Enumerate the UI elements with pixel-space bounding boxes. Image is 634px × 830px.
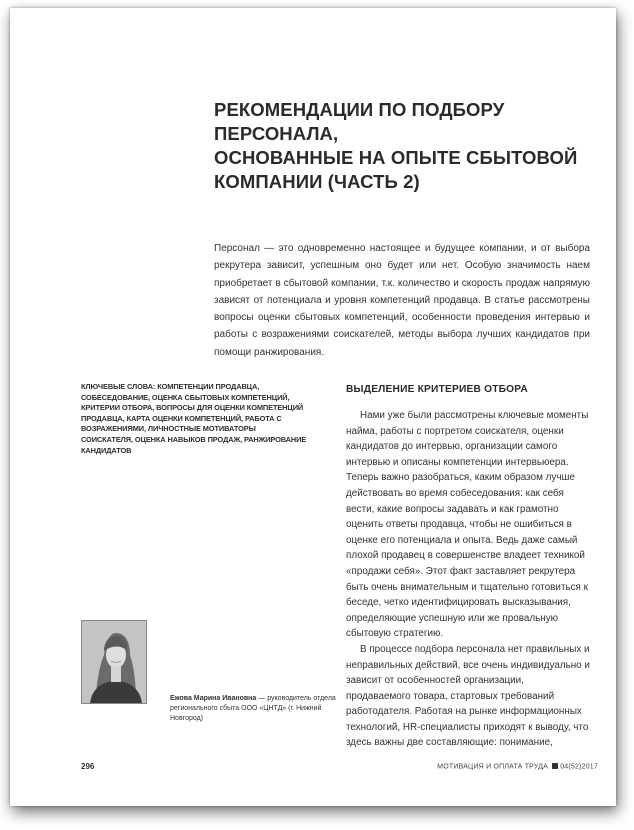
- article-abstract: Персонал — это одновременно настоящее и будущее компании, и от выбора рекрутера зависит, успешным оно будет или нет. Особую значимость наем приобретает в сбытовой компании, т.к. количество и скорость продаж напрямую зависят от потенциала и уровня компетенций продавца. В статье рассмотрены вопросы оценки сбытовых компетенций, особенности проведения интервью и работы с возражениями соискателей, методы выбора лучших кандидатов при помощи ранжирования.: [214, 243, 590, 358]
- article-title: [214, 98, 604, 194]
- title-line: КОМПАНИИ (ЧАСТЬ 2): [214, 171, 420, 192]
- section-heading: ВЫДЕЛЕНИЕ КРИТЕРИЕВ ОТБОРА: [346, 384, 528, 395]
- author-photo: [81, 620, 147, 704]
- author-name: Ежова Марина Ивановна: [170, 695, 257, 702]
- journal-name: МОТИВАЦИЯ И ОПЛАТА ТРУДА: [437, 763, 549, 771]
- keywords-label: КЛЮЧЕВЫЕ СЛОВА:: [81, 382, 156, 391]
- author-role: — руководитель отдела регионального сбыта ООО «ЦНТД» (г. Нижний Новгород): [170, 695, 336, 722]
- issue-number: 04(52)2017: [560, 763, 598, 771]
- paragraph: Нами уже были рассмотрены ключевые моменты найма, работы с портретом соискателя, оценки кандидатов до интервью, организации самого интервью и описаны компетенции интервьюера. Теперь важно разобраться, каким образом лучше действовать во время собеседования: как себя вести, какие вопросы задавать и как грамотно оценить ответы продавца, чтобы не ошибиться в оценке его потенциала и опыта. Ведь даже самый плохой продавец в совершенстве владеет техникой «продажи себя». Этот факт заставляет рекрутера быть очень внимательным и тщательно готовиться к беседе, четко идентифицировать высказывания, определяющие успешную или же провальную сбытовую стратегию.: [346, 410, 589, 640]
- paragraph: В процессе подбора персонала нет правильных и неправильных действий, все очень индивидуально и зависит от особенностей организации, продаваемого товара, стартовых требований работодателя. Работая на рынке информационных технологий, HR-специалисты приходят к выводу, что здесь важны две составляющие: понимание,: [346, 643, 590, 749]
- keywords-block: [81, 382, 309, 456]
- journal-footer: [437, 763, 598, 771]
- title-line: РЕКОМЕНДАЦИИ ПО ПОДБОРУ ПЕРСОНАЛА,: [214, 99, 505, 144]
- keywords-list: КОМПЕТЕНЦИИ ПРОДАВЦА, СОБЕСЕДОВАНИЕ, ОЦЕНКА СБЫТОВЫХ КОМПЕТЕНЦИЙ, КРИТЕРИИ ОТБОРА, ВОПРОСЫ ДЛЯ ОЦЕНКИ КОМПЕТЕНЦИЙ ПРОДАВЦА, КАРТА ОЦЕНКИ КОМПЕТЕНЦИЙ, РАБОТА С ВОЗРАЖЕНИЯМИ, ЛИЧНОСТНЫЕ МОТИВАТОРЫ СОИСКАТЕЛЯ, ОЦЕНКА НАВЫКОВ ПРОДАЖ, РАНЖИРОВАНИЕ КАНДИДАТОВ: [81, 382, 307, 455]
- page-number: 296: [81, 762, 95, 771]
- journal-page: [10, 8, 616, 806]
- title-line: ОСНОВАННЫЕ НА ОПЫТЕ СБЫТОВОЙ: [214, 147, 578, 168]
- square-icon: [552, 763, 558, 769]
- author-info: [170, 694, 340, 724]
- body-text: [346, 408, 590, 751]
